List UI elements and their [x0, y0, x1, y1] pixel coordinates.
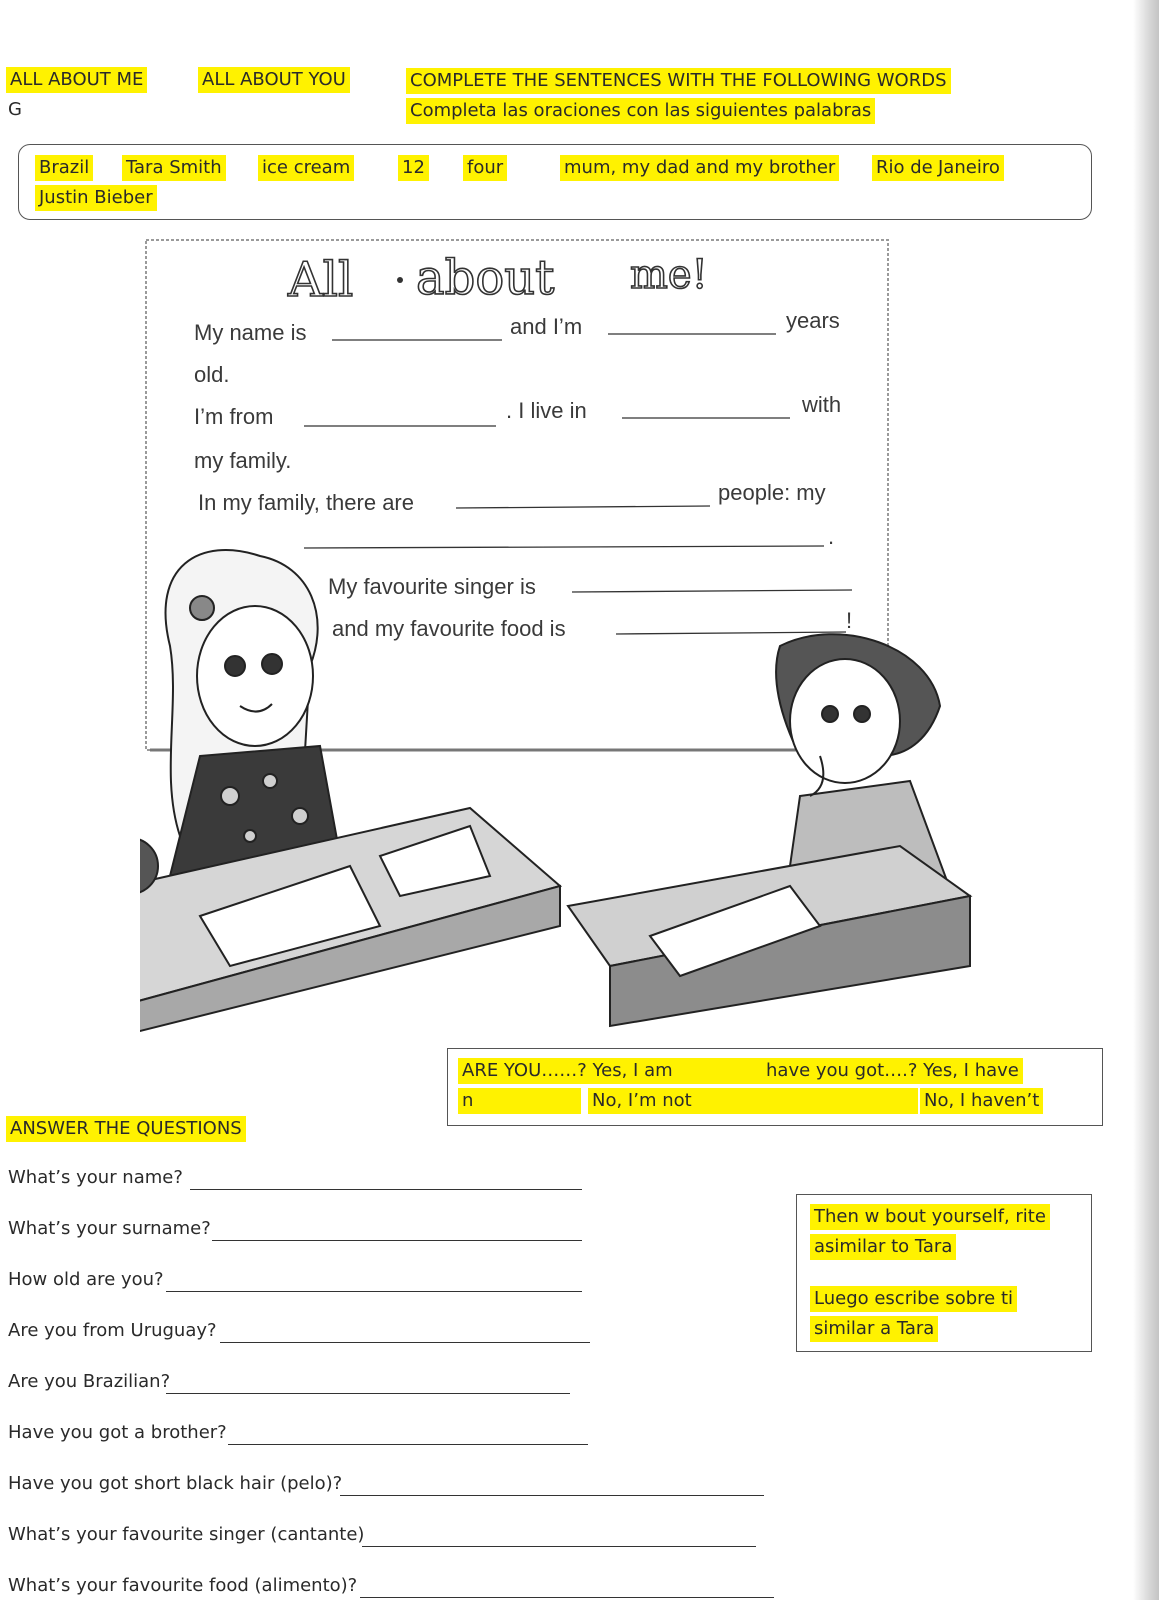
grammar-have-you-got: have you got….? Yes, I have: [762, 1058, 1023, 1084]
ws-and-im: and I’m: [510, 314, 583, 339]
question-age: How old are you?: [8, 1269, 164, 1290]
side-note-en-1: Then w bout yourself, rite: [810, 1204, 1050, 1230]
word-bank-item: four: [463, 155, 507, 181]
heading-all-about-you: ALL ABOUT YOU: [198, 67, 350, 93]
ws-with: with: [802, 392, 842, 417]
side-note-es-1: Luego escribe sobre ti: [810, 1286, 1017, 1312]
answer-questions-title: ANSWER THE QUESTIONS: [6, 1116, 246, 1142]
ws-period: .: [828, 524, 835, 549]
answer-line-brazilian[interactable]: [166, 1393, 570, 1394]
answer-line-brother[interactable]: [228, 1444, 588, 1445]
worksheet-title-about: about: [416, 250, 555, 306]
answer-line-singer[interactable]: [362, 1546, 756, 1547]
ws-there-are: In my family, there are: [198, 490, 414, 515]
answer-line-hair[interactable]: [340, 1495, 764, 1496]
heading-all-about-me: ALL ABOUT ME: [6, 67, 147, 93]
answer-line-age[interactable]: [166, 1291, 582, 1292]
question-brother: Have you got a brother?: [8, 1422, 227, 1443]
ws-i-live-in: . I live in: [506, 398, 587, 423]
grammar-no-im-not: No, I’m not: [588, 1088, 918, 1114]
ws-my-family: my family.: [194, 448, 292, 473]
word-bank-item: Rio de: [872, 155, 937, 181]
grammar-no-i-havent: No, I haven’t: [920, 1088, 1043, 1114]
side-note-en-2: asimilar to Tara: [810, 1234, 956, 1260]
ws-years: years: [786, 308, 840, 333]
instruction-spanish: Completa las oraciones con las siguientes palabras: [406, 98, 875, 124]
word-bank-item: Justin Bieber: [35, 185, 157, 211]
worksheet-title-all: All: [288, 252, 354, 308]
word-bank-item: Janeiro: [934, 155, 1004, 181]
worksheet-illustration: [140, 236, 980, 1038]
ws-old: old.: [194, 362, 230, 387]
stray-letter: G: [8, 99, 22, 120]
answer-line-uruguay[interactable]: [220, 1342, 590, 1343]
question-uruguay: Are you from Uruguay?: [8, 1320, 217, 1341]
question-hair: Have you got short black hair (pelo)?: [8, 1473, 343, 1494]
grammar-are-you: ARE YOU……? Yes, I am: [458, 1058, 763, 1084]
answer-line-food[interactable]: [360, 1597, 774, 1598]
instruction-english: COMPLETE THE SENTENCES WITH THE FOLLOWING WORDS: [406, 68, 951, 94]
word-bank-item: ice cream: [258, 155, 354, 181]
ws-exclamation: !: [846, 608, 853, 633]
ws-favourite-food: and my favourite food is: [332, 616, 566, 641]
question-surname: What’s your surname?: [8, 1218, 211, 1239]
ws-my-name-is: My name is: [194, 320, 307, 345]
question-name: What’s your name?: [8, 1167, 183, 1188]
question-singer: What’s your favourite singer (cantante): [8, 1524, 365, 1545]
answer-line-name[interactable]: [190, 1189, 582, 1190]
question-food: What’s your favourite food (alimento)?: [8, 1575, 358, 1596]
ws-people-my: people: my: [718, 480, 826, 505]
scan-shadow-edge: [1133, 0, 1159, 1600]
side-note-es-2: similar a Tara: [810, 1316, 938, 1342]
word-bank-item: mum, my dad and my brother: [560, 155, 839, 181]
boy-desk-drawing: [568, 846, 970, 1026]
worksheet-title-me: me!: [630, 252, 708, 298]
question-brazilian: Are you Brazilian?: [8, 1371, 171, 1392]
word-bank-item: 12: [398, 155, 429, 181]
ws-favourite-singer: My favourite singer is: [328, 574, 536, 599]
word-bank-item: Tara Smith: [122, 155, 226, 181]
grammar-n: n: [458, 1088, 581, 1114]
answer-line-surname[interactable]: [212, 1240, 582, 1241]
ws-im-from: I’m from: [194, 404, 274, 429]
word-bank-item: Brazil: [35, 155, 93, 181]
